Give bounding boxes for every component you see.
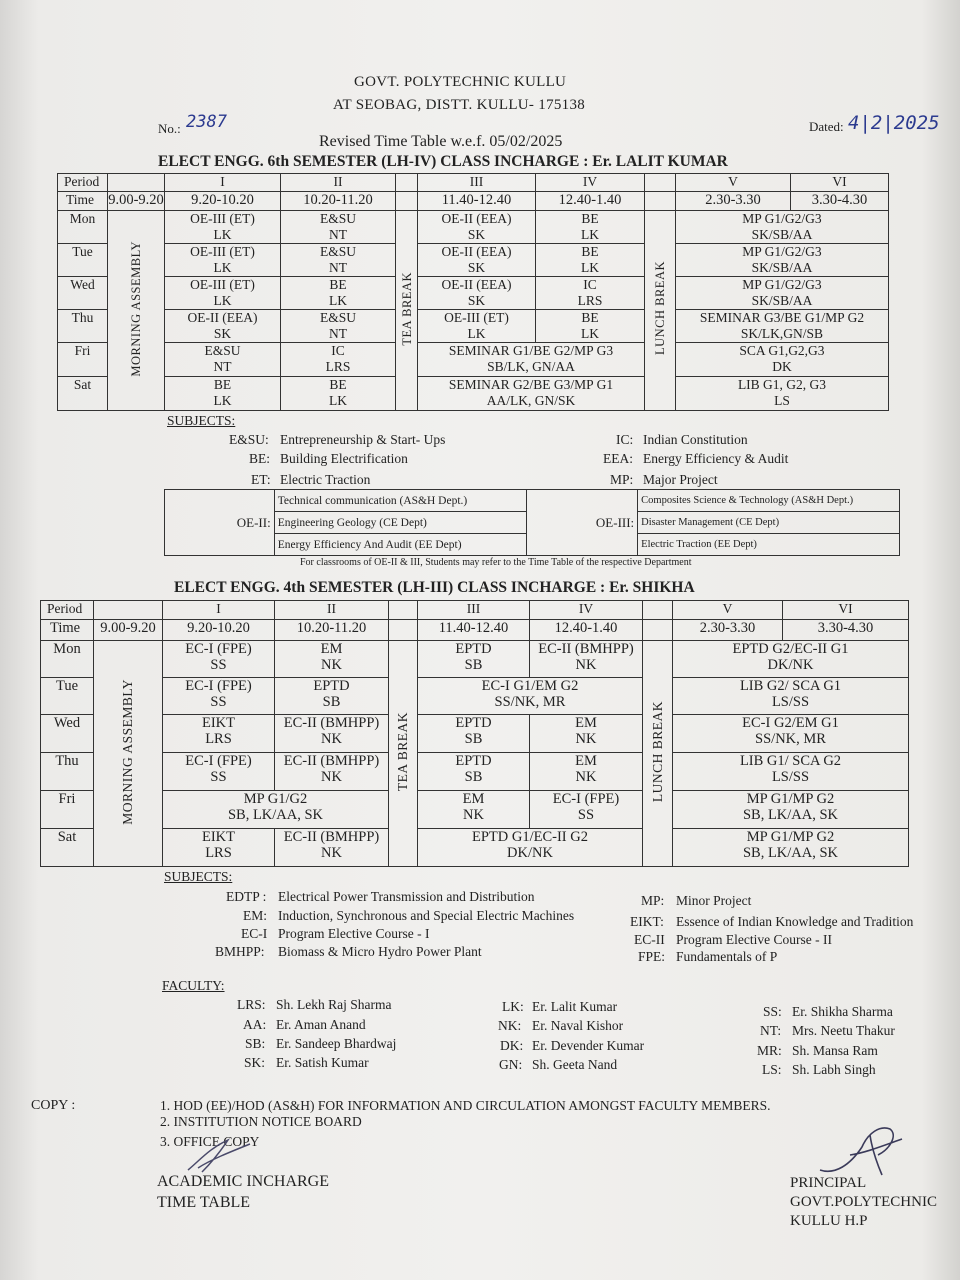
- table-cell: EPTD G1/EC-II G2 DK/NK: [418, 829, 643, 867]
- principal-institution: GOVT.POLYTECHNIC: [790, 1194, 937, 1210]
- oe3-label: OE-III:: [527, 490, 638, 556]
- time-2: 10.20-11.20: [281, 192, 396, 211]
- subject-name: Essence of Indian Knowledge and Tradition: [676, 914, 914, 929]
- academic-incharge-title: ACADEMIC INCHARGE: [157, 1173, 329, 1190]
- sem6-timetable: [57, 173, 889, 411]
- faculty-code: AA:: [243, 1017, 267, 1032]
- copy-item: 3. OFFICE COPY: [160, 1134, 260, 1149]
- table-cell: EC-I (FPE) SS: [530, 791, 643, 829]
- oe3-option: Electric Traction (EE Dept): [638, 534, 900, 556]
- table-cell: MP G1/G2/G3 SK/SB/AA: [676, 277, 889, 310]
- subject-code: E&SU:: [229, 432, 269, 447]
- faculty-code: GN:: [499, 1057, 523, 1072]
- faculty-code: LK:: [502, 999, 524, 1014]
- faculty-code: SB:: [245, 1036, 266, 1051]
- subject-name: Energy Efficiency & Audit: [643, 451, 789, 466]
- faculty-name: Er. Lalit Kumar: [532, 999, 618, 1014]
- table-cell: OE-III (ET) LK: [418, 310, 536, 343]
- copy-item: 1. HOD (EE)/HOD (AS&H) FOR INFORMATION AND CIRCULATION AMONGST FACULTY MEMBERS.: [160, 1098, 771, 1113]
- faculty-name: Mrs. Neetu Thakur: [792, 1023, 895, 1038]
- subject-code: EM:: [243, 908, 268, 923]
- table-cell: EPTD SB: [418, 753, 530, 791]
- table-cell: BE LK: [536, 211, 645, 244]
- table-cell: E&SU NT: [281, 244, 396, 277]
- table-cell: SEMINAR G1/BE G2/MP G3 SB/LK, GN/AA: [418, 343, 645, 377]
- subject-name: Minor Project: [676, 893, 752, 908]
- subject-name: Electric Traction: [280, 472, 371, 487]
- time-header: Time: [41, 620, 94, 641]
- table-cell: EC-I G1/EM G2 SS/NK, MR: [418, 678, 643, 715]
- oe2-option: Engineering Geology (CE Dept): [274, 512, 527, 534]
- morning-assembly-label: MORNING ASSEMBLY: [129, 240, 143, 377]
- period-3-header: III: [418, 601, 530, 620]
- table-cell: EPTD G2/EC-II G1 DK/NK: [673, 641, 909, 678]
- time-2: 10.20-11.20: [275, 620, 389, 641]
- lunch-break-cell: [643, 641, 673, 867]
- date-value: 4|2|2025: [848, 112, 940, 134]
- faculty-name: Sh. Mansa Ram: [792, 1043, 878, 1058]
- period-4-header: IV: [530, 601, 643, 620]
- subject-name: Induction, Synchronous and Special Electric Machines: [278, 908, 575, 923]
- faculty-name: Er. Devender Kumar: [532, 1038, 645, 1053]
- table-cell: BE LK: [536, 244, 645, 277]
- oe3-option: Disaster Management (CE Dept): [638, 512, 900, 534]
- institute-name: GOVT. POLYTECHNIC KULLU: [354, 74, 567, 90]
- table-cell: LIB G1/ SCA G2 LS/SS: [673, 753, 909, 791]
- time-6: 3.30-4.30: [791, 192, 889, 211]
- day-sat: Sat: [58, 377, 108, 411]
- time-assembly: 9.00-9.20: [108, 192, 165, 211]
- table-cell: E&SU NT: [281, 310, 396, 343]
- subject-name: Biomass & Micro Hydro Power Plant: [278, 944, 482, 959]
- tea-break-cell: [396, 211, 418, 411]
- open-elective-table: [164, 489, 900, 556]
- tea-break-label: TEA BREAK: [399, 271, 414, 346]
- subject-name: Electrical Power Transmission and Distribution: [278, 889, 535, 904]
- table-cell: EM NK: [275, 641, 389, 678]
- sem6-title: ELECT ENGG. 6th SEMESTER (LH-IV) CLASS INCHARGE : Er. LALIT KUMAR: [158, 153, 728, 170]
- morning-assembly-cell: [108, 211, 165, 411]
- subject-name: Indian Constitution: [643, 432, 748, 447]
- sem4-timetable: [40, 600, 909, 867]
- table-cell: E&SU NT: [165, 343, 281, 377]
- faculty-code: DK:: [500, 1038, 524, 1053]
- table-cell: OE-II (EEA) SK: [418, 277, 536, 310]
- table-cell: MP G1/G2/G3 SK/SB/AA: [676, 211, 889, 244]
- table-cell: EM NK: [530, 715, 643, 753]
- table-cell: LIB G2/ SCA G1 LS/SS: [673, 678, 909, 715]
- period-4-header: IV: [536, 174, 645, 192]
- subject-code: IC:: [616, 432, 634, 447]
- faculty-name: Sh. Labh Singh: [792, 1062, 876, 1077]
- morning-assembly-cell: [94, 641, 163, 867]
- subject-code: EC-I: [241, 926, 268, 941]
- subject-name: Program Elective Course - II: [676, 932, 832, 947]
- table-cell: IC LRS: [536, 277, 645, 310]
- day-wed: Wed: [58, 277, 108, 310]
- table-cell: SEMINAR G3/BE G1/MP G2 SK/LK,GN/SB: [676, 310, 889, 343]
- date-label: Dated:: [809, 119, 844, 134]
- table-cell: OE-III (ET) LK: [165, 211, 281, 244]
- table-cell: MP G1/G2 SB, LK/AA, SK: [163, 791, 389, 829]
- tea-break-label: TEA BREAK: [395, 711, 410, 792]
- time-4: 12.40-1.40: [530, 620, 643, 641]
- faculty-label: FACULTY:: [162, 978, 225, 993]
- period-1-header: I: [165, 174, 281, 192]
- period-3-header: III: [418, 174, 536, 192]
- table-cell: EM NK: [530, 753, 643, 791]
- table-cell: EPTD SB: [275, 678, 389, 715]
- day-mon: Mon: [58, 211, 108, 244]
- subject-code: EC-II: [634, 932, 665, 947]
- table-cell: EC-II (BMHPP) NK: [530, 641, 643, 678]
- time-1: 9.20-10.20: [163, 620, 275, 641]
- table-cell: EIKT LRS: [163, 715, 275, 753]
- time-assembly: 9.00-9.20: [94, 620, 163, 641]
- subject-name: Fundamentals of P: [676, 949, 778, 964]
- table-cell: SCA G1,G2,G3 DK: [676, 343, 889, 377]
- table-cell: BE LK: [165, 377, 281, 411]
- table-cell: EC-II (BMHPP) NK: [275, 753, 389, 791]
- period-1-header: I: [163, 601, 275, 620]
- time-6: 3.30-4.30: [783, 620, 909, 641]
- subject-code: BE:: [249, 451, 271, 466]
- principal-title: PRINCIPAL: [790, 1175, 867, 1191]
- period-2-header: II: [275, 601, 389, 620]
- subject-name: Entrepreneurship & Start- Ups: [280, 432, 446, 447]
- period-6-header: VI: [783, 601, 909, 620]
- institute-address: AT SEOBAG, DISTT. KULLU- 175138: [333, 97, 586, 113]
- table-cell: BE LK: [536, 310, 645, 343]
- day-wed: Wed: [41, 715, 94, 753]
- day-tue: Tue: [58, 244, 108, 277]
- faculty-code: SK:: [244, 1055, 266, 1070]
- table-cell: IC LRS: [281, 343, 396, 377]
- table-cell: EC-II (BMHPP) NK: [275, 715, 389, 753]
- subject-code: EEA:: [603, 451, 633, 466]
- table-cell: EM NK: [418, 791, 530, 829]
- sem6-subjects-label: SUBJECTS:: [167, 413, 236, 428]
- day-thu: Thu: [41, 753, 94, 791]
- oe2-option: Technical communication (AS&H Dept.): [274, 490, 527, 512]
- table-cell: E&SU NT: [281, 211, 396, 244]
- period-header: Period: [58, 174, 108, 192]
- time-header: Time: [58, 192, 108, 211]
- period-header: Period: [41, 601, 94, 620]
- table-cell: EC-I G2/EM G1 SS/NK, MR: [673, 715, 909, 753]
- subject-code: BMHPP:: [215, 944, 265, 959]
- oe2-option: Energy Efficiency And Audit (EE Dept): [274, 534, 527, 556]
- table-cell: EC-I (FPE) SS: [163, 641, 275, 678]
- oe2-label: OE-II:: [165, 490, 275, 556]
- time-3: 11.40-12.40: [418, 192, 536, 211]
- day-tue: Tue: [41, 678, 94, 715]
- faculty-code: NT:: [760, 1023, 782, 1038]
- time-5: 2.30-3.30: [673, 620, 783, 641]
- table-cell: MP G1/MP G2 SB, LK/AA, SK: [673, 829, 909, 867]
- subject-name: Program Elective Course - I: [278, 926, 430, 941]
- faculty-code: SS:: [763, 1004, 782, 1019]
- faculty-name: Er. Naval Kishor: [532, 1018, 624, 1033]
- table-cell: BE LK: [281, 377, 396, 411]
- table-cell: SEMINAR G2/BE G3/MP G1 AA/LK, GN/SK: [418, 377, 645, 411]
- day-fri: Fri: [58, 343, 108, 377]
- table-cell: OE-III (ET) LK: [165, 244, 281, 277]
- revised-notice: Revised Time Table w.e.f. 05/02/2025: [319, 133, 563, 150]
- oe3-option: Composites Science & Technology (AS&H Dept.): [638, 490, 900, 512]
- lunch-break-label: LUNCH BREAK: [649, 700, 665, 803]
- subject-code: MP:: [610, 472, 634, 487]
- subject-name: Major Project: [643, 472, 718, 487]
- faculty-name: Sh. Lekh Raj Sharma: [276, 997, 392, 1012]
- subject-code: EIKT:: [630, 914, 664, 929]
- faculty-name: Er. Satish Kumar: [276, 1055, 369, 1070]
- faculty-code: MR:: [757, 1043, 782, 1058]
- time-3: 11.40-12.40: [418, 620, 530, 641]
- period-2-header: II: [281, 174, 396, 192]
- faculty-code: NK:: [498, 1018, 522, 1033]
- table-cell: LIB G1, G2, G3 LS: [676, 377, 889, 411]
- table-cell: OE-II (EEA) SK: [418, 211, 536, 244]
- tea-break-cell: [389, 641, 418, 867]
- table-cell: BE LK: [281, 277, 396, 310]
- table-cell: EC-II (BMHPP) NK: [275, 829, 389, 867]
- day-thu: Thu: [58, 310, 108, 343]
- faculty-name: Er. Sandeep Bhardwaj: [276, 1036, 397, 1051]
- table-cell: EPTD SB: [418, 641, 530, 678]
- sem4-subjects-label: SUBJECTS:: [164, 869, 233, 884]
- period-6-header: VI: [791, 174, 889, 192]
- day-sat: Sat: [41, 829, 94, 867]
- table-cell: OE-II (EEA) SK: [165, 310, 281, 343]
- sem4-title: ELECT ENGG. 4th SEMESTER (LH-III) CLASS INCHARGE : Er. SHIKHA: [174, 579, 695, 596]
- table-cell: EPTD SB: [418, 715, 530, 753]
- copy-item: 2. INSTITUTION NOTICE BOARD: [160, 1114, 362, 1129]
- faculty-name: Er. Aman Anand: [276, 1017, 366, 1032]
- table-cell: EIKT LRS: [163, 829, 275, 867]
- subject-name: Building Electrification: [280, 451, 408, 466]
- oe-classroom-note: For classrooms of OE-II & III, Students may refer to the Time Table of the respective Department: [300, 557, 692, 568]
- day-fri: Fri: [41, 791, 94, 829]
- time-table-title: TIME TABLE: [157, 1194, 251, 1211]
- faculty-code: LRS:: [237, 997, 266, 1012]
- copy-label: COPY :: [31, 1098, 76, 1113]
- faculty-code: LS:: [762, 1062, 782, 1077]
- lunch-break-cell: [645, 211, 676, 411]
- table-cell: EC-I (FPE) SS: [163, 678, 275, 715]
- day-mon: Mon: [41, 641, 94, 678]
- table-cell: EC-I (FPE) SS: [163, 753, 275, 791]
- table-cell: MP G1/MP G2 SB, LK/AA, SK: [673, 791, 909, 829]
- subject-code: FPE:: [638, 949, 666, 964]
- subject-code: MP:: [641, 893, 665, 908]
- table-cell: MP G1/G2/G3 SK/SB/AA: [676, 244, 889, 277]
- time-4: 12.40-1.40: [536, 192, 645, 211]
- subject-code: EDTP :: [226, 889, 267, 904]
- time-5: 2.30-3.30: [676, 192, 791, 211]
- morning-assembly-label: MORNING ASSEMBLY: [120, 678, 135, 825]
- lunch-break-label: LUNCH BREAK: [653, 261, 667, 356]
- reference-number-label: No.:: [158, 121, 181, 136]
- subject-code: ET:: [251, 472, 271, 487]
- reference-number-value: 2387: [186, 112, 227, 132]
- period-5-header: V: [676, 174, 791, 192]
- table-cell: OE-III (ET) LK: [165, 277, 281, 310]
- principal-location: KULLU H.P: [790, 1213, 868, 1229]
- faculty-name: Sh. Geeta Nand: [532, 1057, 618, 1072]
- table-cell: OE-II (EEA) SK: [418, 244, 536, 277]
- time-1: 9.20-10.20: [165, 192, 281, 211]
- faculty-name: Er. Shikha Sharma: [792, 1004, 893, 1019]
- period-5-header: V: [673, 601, 783, 620]
